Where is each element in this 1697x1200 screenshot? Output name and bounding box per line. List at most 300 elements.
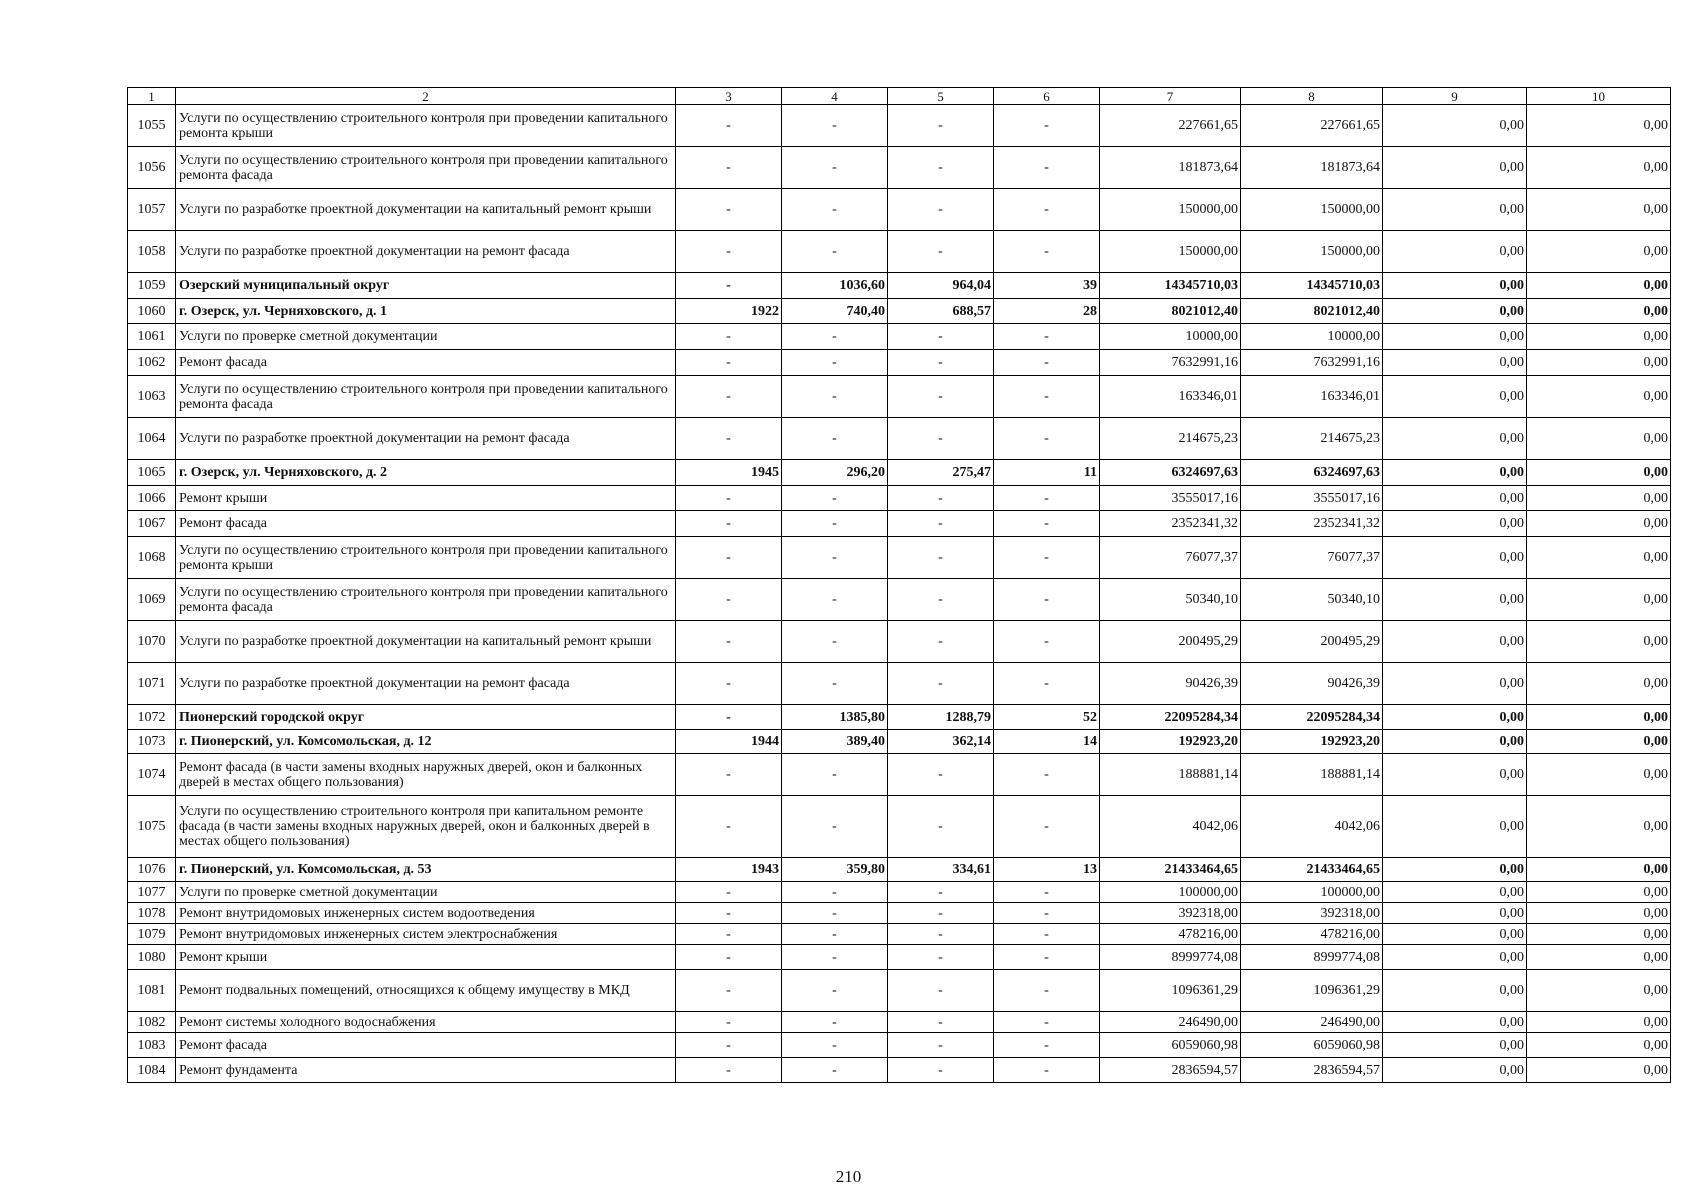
amount-cell-9: 0,00 bbox=[1383, 189, 1527, 231]
row-number-cell: 1076 bbox=[128, 858, 176, 882]
amount-cell-9: 0,00 bbox=[1383, 418, 1527, 460]
amount-cell-8: 100000,00 bbox=[1241, 882, 1383, 903]
amount-cell-9: 0,00 bbox=[1383, 324, 1527, 350]
header-cell: 7 bbox=[1100, 88, 1241, 105]
amount-cell-9: 0,00 bbox=[1383, 376, 1527, 418]
value-cell-6: 39 bbox=[994, 273, 1100, 299]
value-cell-6: - bbox=[994, 1058, 1100, 1083]
amount-cell-10: 0,00 bbox=[1527, 376, 1671, 418]
amount-cell-9: 0,00 bbox=[1383, 796, 1527, 858]
amount-cell-9: 0,00 bbox=[1383, 1033, 1527, 1058]
amount-cell-10: 0,00 bbox=[1527, 579, 1671, 621]
row-name-cell: Услуги по осуществлению строительного контроля при проведении капитального ремонта фасада bbox=[176, 376, 676, 418]
table-row bbox=[128, 105, 1671, 147]
amount-cell-9: 0,00 bbox=[1383, 970, 1527, 1012]
amount-cell-7: 3555017,16 bbox=[1100, 486, 1241, 511]
table-row bbox=[128, 1033, 1671, 1058]
value-cell-4: - bbox=[782, 796, 888, 858]
header-cell: 8 bbox=[1241, 88, 1383, 105]
amount-cell-7: 200495,29 bbox=[1100, 621, 1241, 663]
amount-cell-8: 6059060,98 bbox=[1241, 1033, 1383, 1058]
row-name-cell: Услуги по проверке сметной документации bbox=[176, 882, 676, 903]
row-name-cell: Ремонт крыши bbox=[176, 945, 676, 970]
value-cell-6: - bbox=[994, 754, 1100, 796]
row-name-cell: Услуги по разработке проектной документации на ремонт фасада bbox=[176, 663, 676, 705]
value-cell-4: - bbox=[782, 945, 888, 970]
amount-cell-7: 6059060,98 bbox=[1100, 1033, 1241, 1058]
table-row bbox=[128, 147, 1671, 189]
amount-cell-10: 0,00 bbox=[1527, 754, 1671, 796]
value-cell-4: 359,80 bbox=[782, 858, 888, 882]
row-number-cell: 1071 bbox=[128, 663, 176, 705]
amount-cell-10: 0,00 bbox=[1527, 903, 1671, 924]
value-cell-5: - bbox=[888, 418, 994, 460]
header-cell: 2 bbox=[176, 88, 676, 105]
amount-cell-9: 0,00 bbox=[1383, 754, 1527, 796]
amount-cell-7: 246490,00 bbox=[1100, 1012, 1241, 1033]
value-cell-3: - bbox=[676, 754, 782, 796]
value-cell-4: - bbox=[782, 970, 888, 1012]
header-cell: 4 bbox=[782, 88, 888, 105]
amount-cell-8: 90426,39 bbox=[1241, 663, 1383, 705]
value-cell-5: - bbox=[888, 486, 994, 511]
amount-cell-10: 0,00 bbox=[1527, 945, 1671, 970]
header-cell: 10 bbox=[1527, 88, 1671, 105]
row-name-cell: Ремонт фундамента bbox=[176, 1058, 676, 1083]
row-name-cell: Ремонт внутридомовых инженерных систем водоотведения bbox=[176, 903, 676, 924]
row-number-cell: 1064 bbox=[128, 418, 176, 460]
amount-cell-8: 8999774,08 bbox=[1241, 945, 1383, 970]
value-cell-5: - bbox=[888, 189, 994, 231]
value-cell-6: - bbox=[994, 621, 1100, 663]
row-number-cell: 1070 bbox=[128, 621, 176, 663]
table-row bbox=[128, 273, 1671, 299]
value-cell-4: - bbox=[782, 1033, 888, 1058]
value-cell-4: - bbox=[782, 1012, 888, 1033]
value-cell-6: - bbox=[994, 147, 1100, 189]
amount-cell-7: 181873,64 bbox=[1100, 147, 1241, 189]
value-cell-5: 964,04 bbox=[888, 273, 994, 299]
value-cell-4: - bbox=[782, 231, 888, 273]
value-cell-6: - bbox=[994, 945, 1100, 970]
value-cell-6: - bbox=[994, 418, 1100, 460]
value-cell-3: - bbox=[676, 147, 782, 189]
amount-cell-7: 214675,23 bbox=[1100, 418, 1241, 460]
amount-cell-9: 0,00 bbox=[1383, 705, 1527, 730]
table-body bbox=[128, 88, 1671, 1083]
value-cell-5: 688,57 bbox=[888, 299, 994, 324]
value-cell-3: - bbox=[676, 376, 782, 418]
row-number-cell: 1080 bbox=[128, 945, 176, 970]
value-cell-3: - bbox=[676, 903, 782, 924]
value-cell-3: - bbox=[676, 273, 782, 299]
amount-cell-10: 0,00 bbox=[1527, 299, 1671, 324]
amount-cell-7: 21433464,65 bbox=[1100, 858, 1241, 882]
amount-cell-9: 0,00 bbox=[1383, 903, 1527, 924]
amount-cell-7: 150000,00 bbox=[1100, 231, 1241, 273]
value-cell-6: 52 bbox=[994, 705, 1100, 730]
row-number-cell: 1058 bbox=[128, 231, 176, 273]
table-row bbox=[128, 231, 1671, 273]
value-cell-4: - bbox=[782, 147, 888, 189]
table-row bbox=[128, 858, 1671, 882]
value-cell-5: - bbox=[888, 511, 994, 537]
value-cell-3: 1943 bbox=[676, 858, 782, 882]
amount-cell-7: 2352341,32 bbox=[1100, 511, 1241, 537]
row-name-cell: Ремонт системы холодного водоснабжения bbox=[176, 1012, 676, 1033]
amount-cell-8: 214675,23 bbox=[1241, 418, 1383, 460]
value-cell-5: 1288,79 bbox=[888, 705, 994, 730]
amount-cell-9: 0,00 bbox=[1383, 1012, 1527, 1033]
value-cell-4: - bbox=[782, 754, 888, 796]
amount-cell-8: 150000,00 bbox=[1241, 231, 1383, 273]
amount-cell-9: 0,00 bbox=[1383, 511, 1527, 537]
amount-cell-10: 0,00 bbox=[1527, 147, 1671, 189]
amount-cell-10: 0,00 bbox=[1527, 105, 1671, 147]
amount-cell-8: 6324697,63 bbox=[1241, 460, 1383, 486]
amount-cell-9: 0,00 bbox=[1383, 730, 1527, 754]
table-row bbox=[128, 537, 1671, 579]
row-number-cell: 1082 bbox=[128, 1012, 176, 1033]
amount-cell-7: 150000,00 bbox=[1100, 189, 1241, 231]
amount-cell-10: 0,00 bbox=[1527, 796, 1671, 858]
amount-cell-8: 163346,01 bbox=[1241, 376, 1383, 418]
value-cell-5: - bbox=[888, 579, 994, 621]
amount-cell-10: 0,00 bbox=[1527, 1033, 1671, 1058]
value-cell-5: - bbox=[888, 621, 994, 663]
row-name-cell: Услуги по осуществлению строительного контроля при проведении капитального ремонта крыши bbox=[176, 105, 676, 147]
amount-cell-8: 76077,37 bbox=[1241, 537, 1383, 579]
table-row bbox=[128, 970, 1671, 1012]
amount-cell-7: 90426,39 bbox=[1100, 663, 1241, 705]
value-cell-5: - bbox=[888, 1033, 994, 1058]
value-cell-4: - bbox=[782, 418, 888, 460]
value-cell-4: - bbox=[782, 903, 888, 924]
table-row bbox=[128, 324, 1671, 350]
header-cell: 3 bbox=[676, 88, 782, 105]
value-cell-5: - bbox=[888, 350, 994, 376]
table-row bbox=[128, 663, 1671, 705]
row-name-cell: Услуги по осуществлению строительного контроля при проведении капитального ремонта фасада bbox=[176, 147, 676, 189]
value-cell-5: 334,61 bbox=[888, 858, 994, 882]
table-row bbox=[128, 350, 1671, 376]
amount-cell-10: 0,00 bbox=[1527, 621, 1671, 663]
value-cell-3: - bbox=[676, 663, 782, 705]
value-cell-6: - bbox=[994, 189, 1100, 231]
amount-cell-10: 0,00 bbox=[1527, 231, 1671, 273]
table-row bbox=[128, 924, 1671, 945]
amount-cell-8: 8021012,40 bbox=[1241, 299, 1383, 324]
value-cell-3: 1945 bbox=[676, 460, 782, 486]
value-cell-5: - bbox=[888, 970, 994, 1012]
value-cell-4: - bbox=[782, 882, 888, 903]
value-cell-6: 11 bbox=[994, 460, 1100, 486]
amount-cell-10: 0,00 bbox=[1527, 882, 1671, 903]
value-cell-6: - bbox=[994, 511, 1100, 537]
row-name-cell: г. Озерск, ул. Черняховского, д. 1 bbox=[176, 299, 676, 324]
value-cell-3: - bbox=[676, 705, 782, 730]
value-cell-6: - bbox=[994, 903, 1100, 924]
value-cell-4: - bbox=[782, 324, 888, 350]
amount-cell-7: 227661,65 bbox=[1100, 105, 1241, 147]
value-cell-6: - bbox=[994, 924, 1100, 945]
amount-cell-10: 0,00 bbox=[1527, 460, 1671, 486]
value-cell-3: - bbox=[676, 324, 782, 350]
amount-cell-10: 0,00 bbox=[1527, 350, 1671, 376]
amount-cell-8: 10000,00 bbox=[1241, 324, 1383, 350]
amount-cell-7: 4042,06 bbox=[1100, 796, 1241, 858]
row-name-cell: г. Пионерский, ул. Комсомольская, д. 12 bbox=[176, 730, 676, 754]
value-cell-4: - bbox=[782, 579, 888, 621]
value-cell-5: 275,47 bbox=[888, 460, 994, 486]
amount-cell-8: 21433464,65 bbox=[1241, 858, 1383, 882]
amount-cell-9: 0,00 bbox=[1383, 105, 1527, 147]
table-row bbox=[128, 903, 1671, 924]
amount-cell-7: 8021012,40 bbox=[1100, 299, 1241, 324]
row-number-cell: 1068 bbox=[128, 537, 176, 579]
row-name-cell: г. Пионерский, ул. Комсомольская, д. 53 bbox=[176, 858, 676, 882]
row-name-cell: Ремонт подвальных помещений, относящихся к общему имуществу в МКД bbox=[176, 970, 676, 1012]
row-number-cell: 1065 bbox=[128, 460, 176, 486]
value-cell-6: - bbox=[994, 376, 1100, 418]
amount-cell-8: 188881,14 bbox=[1241, 754, 1383, 796]
table-row bbox=[128, 882, 1671, 903]
value-cell-6: - bbox=[994, 231, 1100, 273]
row-name-cell: Ремонт фасада (в части замены входных наружных дверей, окон и балконных дверей в местах общего пользования) bbox=[176, 754, 676, 796]
value-cell-4: - bbox=[782, 105, 888, 147]
amount-cell-7: 76077,37 bbox=[1100, 537, 1241, 579]
amount-cell-7: 100000,00 bbox=[1100, 882, 1241, 903]
amount-cell-7: 7632991,16 bbox=[1100, 350, 1241, 376]
amount-cell-8: 1096361,29 bbox=[1241, 970, 1383, 1012]
value-cell-5: - bbox=[888, 537, 994, 579]
value-cell-6: - bbox=[994, 324, 1100, 350]
amount-cell-10: 0,00 bbox=[1527, 858, 1671, 882]
value-cell-5: - bbox=[888, 903, 994, 924]
row-name-cell: Ремонт фасада bbox=[176, 511, 676, 537]
value-cell-6: - bbox=[994, 105, 1100, 147]
table-row bbox=[128, 511, 1671, 537]
value-cell-3: - bbox=[676, 537, 782, 579]
amount-cell-10: 0,00 bbox=[1527, 970, 1671, 1012]
amount-cell-10: 0,00 bbox=[1527, 705, 1671, 730]
header-cell: 1 bbox=[128, 88, 176, 105]
table-row bbox=[128, 299, 1671, 324]
row-name-cell: Озерский муниципальный округ bbox=[176, 273, 676, 299]
row-number-cell: 1075 bbox=[128, 796, 176, 858]
amount-cell-7: 1096361,29 bbox=[1100, 970, 1241, 1012]
row-name-cell: Услуги по разработке проектной документации на ремонт фасада bbox=[176, 231, 676, 273]
row-number-cell: 1079 bbox=[128, 924, 176, 945]
amount-cell-9: 0,00 bbox=[1383, 299, 1527, 324]
value-cell-5: - bbox=[888, 147, 994, 189]
value-cell-6: - bbox=[994, 796, 1100, 858]
row-number-cell: 1067 bbox=[128, 511, 176, 537]
value-cell-6: - bbox=[994, 350, 1100, 376]
row-name-cell: Услуги по разработке проектной документации на капитальный ремонт крыши bbox=[176, 621, 676, 663]
value-cell-4: - bbox=[782, 511, 888, 537]
amount-cell-9: 0,00 bbox=[1383, 1058, 1527, 1083]
value-cell-5: - bbox=[888, 663, 994, 705]
amount-cell-9: 0,00 bbox=[1383, 621, 1527, 663]
amount-cell-7: 2836594,57 bbox=[1100, 1058, 1241, 1083]
row-number-cell: 1056 bbox=[128, 147, 176, 189]
amount-cell-8: 14345710,03 bbox=[1241, 273, 1383, 299]
value-cell-3: - bbox=[676, 1012, 782, 1033]
amount-cell-9: 0,00 bbox=[1383, 147, 1527, 189]
amount-cell-7: 163346,01 bbox=[1100, 376, 1241, 418]
row-number-cell: 1074 bbox=[128, 754, 176, 796]
row-number-cell: 1066 bbox=[128, 486, 176, 511]
row-number-cell: 1073 bbox=[128, 730, 176, 754]
amount-cell-8: 181873,64 bbox=[1241, 147, 1383, 189]
row-number-cell: 1059 bbox=[128, 273, 176, 299]
row-number-cell: 1061 bbox=[128, 324, 176, 350]
value-cell-5: - bbox=[888, 924, 994, 945]
amount-cell-8: 22095284,34 bbox=[1241, 705, 1383, 730]
value-cell-6: - bbox=[994, 663, 1100, 705]
amount-cell-10: 0,00 bbox=[1527, 924, 1671, 945]
value-cell-4: 1036,60 bbox=[782, 273, 888, 299]
amount-cell-9: 0,00 bbox=[1383, 231, 1527, 273]
amount-cell-9: 0,00 bbox=[1383, 882, 1527, 903]
value-cell-4: - bbox=[782, 189, 888, 231]
amount-cell-8: 200495,29 bbox=[1241, 621, 1383, 663]
value-cell-3: - bbox=[676, 511, 782, 537]
row-name-cell: Услуги по разработке проектной документации на капитальный ремонт крыши bbox=[176, 189, 676, 231]
row-name-cell: г. Озерск, ул. Черняховского, д. 2 bbox=[176, 460, 676, 486]
amount-cell-9: 0,00 bbox=[1383, 924, 1527, 945]
table-row bbox=[128, 579, 1671, 621]
amount-cell-9: 0,00 bbox=[1383, 945, 1527, 970]
amount-cell-10: 0,00 bbox=[1527, 324, 1671, 350]
value-cell-5: - bbox=[888, 231, 994, 273]
amount-cell-7: 188881,14 bbox=[1100, 754, 1241, 796]
value-cell-4: 389,40 bbox=[782, 730, 888, 754]
amount-cell-10: 0,00 bbox=[1527, 663, 1671, 705]
table-row bbox=[128, 621, 1671, 663]
table-row bbox=[128, 945, 1671, 970]
table-row bbox=[128, 460, 1671, 486]
amount-cell-9: 0,00 bbox=[1383, 579, 1527, 621]
amount-cell-10: 0,00 bbox=[1527, 1012, 1671, 1033]
row-number-cell: 1072 bbox=[128, 705, 176, 730]
value-cell-5: - bbox=[888, 1058, 994, 1083]
row-name-cell: Услуги по разработке проектной документации на ремонт фасада bbox=[176, 418, 676, 460]
row-name-cell: Услуги по проверке сметной документации bbox=[176, 324, 676, 350]
value-cell-4: - bbox=[782, 376, 888, 418]
value-cell-6: - bbox=[994, 970, 1100, 1012]
row-number-cell: 1083 bbox=[128, 1033, 176, 1058]
value-cell-6: - bbox=[994, 882, 1100, 903]
value-cell-5: - bbox=[888, 376, 994, 418]
value-cell-4: - bbox=[782, 350, 888, 376]
amount-cell-8: 2352341,32 bbox=[1241, 511, 1383, 537]
row-name-cell: Услуги по осуществлению строительного контроля при капитальном ремонте фасада (в части замены входных наружных дверей, окон и балконных дверей в местах общего пользования) bbox=[176, 796, 676, 858]
row-number-cell: 1057 bbox=[128, 189, 176, 231]
value-cell-3: - bbox=[676, 970, 782, 1012]
table-row bbox=[128, 189, 1671, 231]
amount-cell-9: 0,00 bbox=[1383, 460, 1527, 486]
header-row bbox=[128, 88, 1671, 105]
amount-cell-9: 0,00 bbox=[1383, 663, 1527, 705]
amount-cell-9: 0,00 bbox=[1383, 273, 1527, 299]
table-row bbox=[128, 486, 1671, 511]
value-cell-4: - bbox=[782, 486, 888, 511]
value-cell-3: - bbox=[676, 579, 782, 621]
value-cell-4: - bbox=[782, 924, 888, 945]
amount-cell-7: 50340,10 bbox=[1100, 579, 1241, 621]
amount-cell-7: 392318,00 bbox=[1100, 903, 1241, 924]
value-cell-3: 1922 bbox=[676, 299, 782, 324]
amount-cell-7: 478216,00 bbox=[1100, 924, 1241, 945]
amount-cell-9: 0,00 bbox=[1383, 858, 1527, 882]
value-cell-3: - bbox=[676, 418, 782, 460]
row-number-cell: 1069 bbox=[128, 579, 176, 621]
amount-cell-10: 0,00 bbox=[1527, 486, 1671, 511]
value-cell-3: - bbox=[676, 882, 782, 903]
amount-cell-10: 0,00 bbox=[1527, 730, 1671, 754]
amount-cell-10: 0,00 bbox=[1527, 273, 1671, 299]
amount-cell-8: 192923,20 bbox=[1241, 730, 1383, 754]
value-cell-3: 1944 bbox=[676, 730, 782, 754]
row-name-cell: Услуги по осуществлению строительного контроля при проведении капитального ремонта фасада bbox=[176, 579, 676, 621]
amount-cell-8: 227661,65 bbox=[1241, 105, 1383, 147]
value-cell-3: - bbox=[676, 105, 782, 147]
table-row bbox=[128, 754, 1671, 796]
value-cell-4: 1385,80 bbox=[782, 705, 888, 730]
amount-cell-10: 0,00 bbox=[1527, 511, 1671, 537]
amount-cell-7: 22095284,34 bbox=[1100, 705, 1241, 730]
amount-cell-8: 3555017,16 bbox=[1241, 486, 1383, 511]
value-cell-6: 28 bbox=[994, 299, 1100, 324]
value-cell-3: - bbox=[676, 1033, 782, 1058]
value-cell-5: 362,14 bbox=[888, 730, 994, 754]
value-cell-5: - bbox=[888, 882, 994, 903]
value-cell-6: - bbox=[994, 486, 1100, 511]
amount-cell-10: 0,00 bbox=[1527, 1058, 1671, 1083]
value-cell-6: 14 bbox=[994, 730, 1100, 754]
table-row bbox=[128, 796, 1671, 858]
row-number-cell: 1078 bbox=[128, 903, 176, 924]
page-number: 210 bbox=[835, 1167, 862, 1186]
amount-cell-9: 0,00 bbox=[1383, 537, 1527, 579]
row-number-cell: 1081 bbox=[128, 970, 176, 1012]
table-row bbox=[128, 1012, 1671, 1033]
row-name-cell: Ремонт крыши bbox=[176, 486, 676, 511]
amount-cell-7: 10000,00 bbox=[1100, 324, 1241, 350]
amount-cell-7: 192923,20 bbox=[1100, 730, 1241, 754]
row-name-cell: Ремонт фасада bbox=[176, 350, 676, 376]
table-row bbox=[128, 705, 1671, 730]
value-cell-5: - bbox=[888, 324, 994, 350]
row-name-cell: Ремонт внутридомовых инженерных систем электроснабжения bbox=[176, 924, 676, 945]
row-name-cell: Ремонт фасада bbox=[176, 1033, 676, 1058]
value-cell-6: - bbox=[994, 1033, 1100, 1058]
value-cell-4: - bbox=[782, 537, 888, 579]
header-cell: 9 bbox=[1383, 88, 1527, 105]
amount-cell-10: 0,00 bbox=[1527, 189, 1671, 231]
amount-cell-8: 246490,00 bbox=[1241, 1012, 1383, 1033]
value-cell-4: 296,20 bbox=[782, 460, 888, 486]
value-cell-3: - bbox=[676, 486, 782, 511]
row-number-cell: 1055 bbox=[128, 105, 176, 147]
amount-cell-8: 4042,06 bbox=[1241, 796, 1383, 858]
table-row bbox=[128, 1058, 1671, 1083]
value-cell-5: - bbox=[888, 796, 994, 858]
table-row bbox=[128, 730, 1671, 754]
value-cell-3: - bbox=[676, 924, 782, 945]
